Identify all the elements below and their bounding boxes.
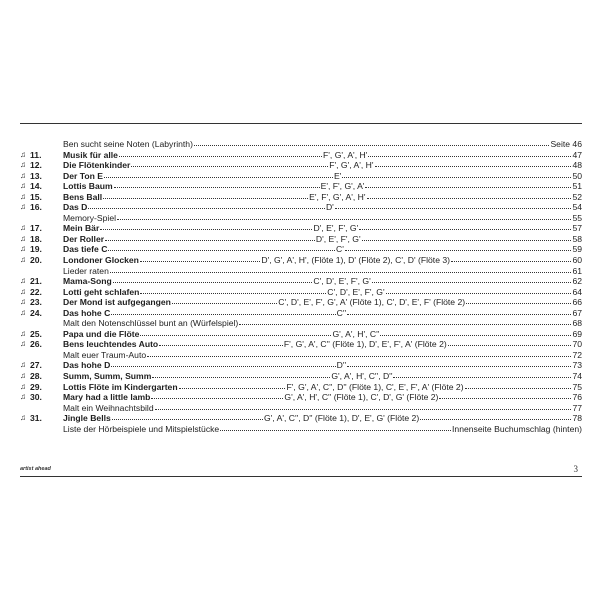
toc-entry (20, 139, 582, 150)
toc-entry-page: 51 (572, 181, 582, 192)
dot-leader (140, 292, 326, 294)
toc-entry-notes: F', G', A', C'' (Flöte 1), D', E', F', A' (Flöte 2) (283, 339, 447, 350)
toc-entry-line (63, 403, 582, 414)
dot-leader (114, 186, 320, 188)
music-note-icon: ♫ (20, 286, 26, 296)
toc-entry-line (63, 371, 582, 382)
toc-entry-title: Die Flötenkinder (63, 160, 131, 171)
toc-entry-title: Londoner Glocken (63, 255, 139, 266)
toc-entry-page: 48 (572, 160, 582, 171)
toc-entry-title: Memory-Spiel (63, 212, 117, 223)
toc-entry-line (63, 392, 582, 403)
toc-entry-number: 23. (30, 297, 42, 308)
toc-entry (20, 318, 582, 329)
toc-entry-notes: C' (336, 244, 344, 255)
toc-entry (20, 223, 582, 234)
toc-entry (20, 413, 582, 424)
toc-entry-notes: E' (334, 170, 342, 181)
toc-entry-page: 57 (572, 223, 582, 234)
toc-entry-notes: D' (325, 202, 334, 213)
music-note-icon: ♫ (20, 181, 26, 191)
toc-entry-number: 12. (30, 160, 42, 171)
dot-leader (362, 239, 572, 241)
toc-entry-notes: D', E', F', G' (315, 233, 361, 244)
toc-entry-title: Der Ton E (63, 170, 103, 181)
toc-entry-line (63, 350, 582, 361)
toc-entry-number: 16. (30, 202, 42, 213)
toc-entry-line (63, 213, 582, 224)
toc-entry-line (63, 171, 582, 182)
toc-entry-line (63, 160, 582, 171)
toc-entry-line (63, 150, 582, 161)
toc-entry-notes: G', A', H', C'' (Flöte 1), C', D', G' (Flöte 2) (284, 392, 439, 403)
toc-entry (20, 350, 582, 361)
toc-entry-line (63, 339, 582, 350)
page-number: 3 (573, 464, 578, 474)
toc-entry-notes: G', A', C'', D'' (Flöte 1), D', E', G' (Flöte 2) (264, 413, 420, 424)
toc-entry (20, 297, 582, 308)
toc-entry-line (63, 202, 582, 213)
toc-entry-number: 11. (30, 149, 42, 160)
publisher-logo: artist ahead (20, 466, 51, 472)
toc-entry-page: 73 (572, 360, 582, 371)
toc-entry-notes: E', F', G', A', H' (309, 191, 366, 202)
music-note-icon: ♫ (20, 307, 26, 317)
dot-leader (147, 355, 571, 357)
toc-entry-number: 15. (30, 191, 42, 202)
toc-entry-page: 68 (572, 318, 582, 329)
music-note-icon: ♫ (20, 371, 26, 381)
dot-leader (140, 260, 260, 262)
toc-entry-number: 29. (30, 381, 42, 392)
music-note-icon: ♫ (20, 160, 26, 170)
dot-leader (365, 186, 571, 188)
dot-leader (140, 334, 331, 336)
music-note-icon: ♫ (20, 170, 26, 180)
dot-leader (179, 387, 286, 389)
toc-entry (20, 255, 582, 266)
toc-entry-title: Lieder raten (63, 265, 109, 276)
toc-entry-line (63, 329, 582, 340)
toc-entry-line (63, 297, 582, 308)
music-note-icon: ♫ (20, 149, 26, 159)
dot-leader (239, 323, 571, 325)
toc-entry (20, 276, 582, 287)
toc-entry-line (63, 413, 582, 424)
toc-entry-line (63, 255, 582, 266)
toc-entry-page: 78 (572, 413, 582, 424)
toc-entry-number: 25. (30, 328, 42, 339)
toc-entry-page: 58 (572, 233, 582, 244)
dot-leader (194, 144, 550, 146)
dot-leader (111, 365, 335, 367)
dot-leader (112, 418, 263, 420)
toc-entry-line (63, 424, 582, 435)
toc-entry-page: 50 (572, 170, 583, 181)
toc-entry-page: 67 (572, 307, 582, 318)
dot-leader (448, 344, 572, 346)
dot-leader (465, 387, 572, 389)
toc-entry-page: 66 (572, 297, 583, 308)
toc-entry-number: 31. (30, 413, 42, 424)
dot-leader (152, 376, 330, 378)
toc-entry-page: 64 (572, 286, 583, 297)
toc-entry-title: Mary had a little lamb (63, 392, 151, 403)
toc-entry-line (63, 139, 582, 150)
toc-entry-notes: C'' (336, 307, 347, 318)
toc-entry-line (63, 181, 582, 192)
toc-entry (20, 150, 582, 161)
music-note-icon: ♫ (20, 233, 26, 243)
toc-entry (20, 392, 582, 403)
dot-leader (439, 397, 571, 399)
toc-entry-number: 14. (30, 181, 42, 192)
toc-entry-line (63, 234, 582, 245)
toc-entry-line (63, 308, 582, 319)
toc-entry-title: Lotti geht schlafen (63, 286, 140, 297)
toc-entry-page: 62 (572, 276, 582, 287)
dot-leader (368, 155, 571, 157)
dot-leader (110, 271, 572, 273)
toc-entry (20, 213, 582, 224)
dot-leader (386, 292, 572, 294)
toc-entry-number: 20. (30, 255, 42, 266)
toc-entry-title: Malt den Notenschlüssel bunt an (Würfelspiel) (63, 318, 239, 329)
music-note-icon: ♫ (20, 223, 26, 233)
dot-leader (375, 165, 572, 167)
dot-leader (100, 228, 312, 230)
toc-entry-number: 19. (30, 244, 42, 255)
dot-leader (119, 155, 322, 157)
music-note-icon: ♫ (20, 297, 26, 307)
music-note-icon: ♫ (20, 244, 26, 254)
toc-entry-page: 77 (572, 402, 582, 413)
toc-entry-title: Mein Bär (63, 223, 100, 234)
toc-entry-page: 59 (572, 244, 582, 255)
toc-entry-number: 30. (30, 392, 42, 403)
toc-entry-page: 60 (572, 255, 583, 266)
toc-entry-page: 54 (572, 202, 582, 213)
music-note-icon: ♫ (20, 276, 26, 286)
toc-entry (20, 403, 582, 414)
dot-leader (220, 429, 451, 431)
dot-leader (359, 228, 571, 230)
toc-entry-number: 18. (30, 233, 42, 244)
toc-entry-line (63, 192, 582, 203)
music-note-icon: ♫ (20, 339, 26, 349)
dot-leader (345, 249, 572, 251)
toc-entry-title: Liste der Hörbeispiele und Mitspielstücke (63, 423, 220, 434)
toc-entry-title: Das tiefe C (63, 244, 108, 255)
dot-leader (151, 397, 283, 399)
toc-entry-notes: G', A', H', C'' (332, 328, 380, 339)
top-rule (20, 123, 582, 124)
dot-leader (347, 313, 571, 315)
toc-entry-page: 55 (572, 212, 582, 223)
toc-entry-line (63, 360, 582, 371)
dot-leader (103, 197, 308, 199)
toc-entry-line (63, 287, 582, 298)
music-note-icon: ♫ (20, 202, 26, 212)
toc-entry-line (63, 276, 582, 287)
toc-entry-page: Innenseite Buchumschlag (hinten) (452, 423, 582, 434)
toc-entry-number: 17. (30, 223, 42, 234)
toc-entry (20, 371, 582, 382)
dot-leader (335, 207, 572, 209)
toc-entry-notes: D', G', A', H', (Flöte 1), D' (Flöte 2), C', D' (Flöte 3) (261, 255, 451, 266)
music-note-icon: ♫ (20, 360, 26, 370)
music-note-icon: ♫ (20, 392, 26, 402)
toc-entry-notes: F', G', A', H' (329, 160, 374, 171)
toc-entry-title: Malt ein Weihnachtsbild (63, 402, 154, 413)
toc-entry-title: Papa und die Flöte (63, 328, 140, 339)
music-note-icon: ♫ (20, 191, 26, 201)
dot-leader (117, 218, 571, 220)
toc-entry-notes: D'' (336, 360, 347, 371)
toc-entry-line (63, 318, 582, 329)
toc-entry-page: 70 (572, 339, 582, 350)
toc-entry (20, 192, 582, 203)
toc-entry-notes: G', A', H', C'', D'' (331, 371, 393, 382)
toc-entry-notes: F', G', A', C'', D'' (Flöte 1), C', E', F', A' (Flöte 2) (286, 381, 464, 392)
toc-entry (20, 329, 582, 340)
toc-entry-page: 75 (572, 381, 583, 392)
dot-leader (155, 408, 572, 410)
dot-leader (347, 365, 571, 367)
toc-entry-line (63, 223, 582, 234)
toc-entry-page: 47 (572, 149, 582, 160)
toc-entry (20, 160, 582, 171)
toc-entry-title: Der Roller (63, 233, 105, 244)
music-note-icon: ♫ (20, 381, 26, 391)
toc-entry-title: Bens leuchtendes Auto (63, 339, 159, 350)
dot-leader (420, 418, 571, 420)
toc-entry (20, 234, 582, 245)
dot-leader (113, 281, 313, 283)
dot-leader (342, 176, 571, 178)
toc-entry-title: Lottis Flöte im Kindergarten (63, 381, 178, 392)
toc-entry-page: 72 (572, 349, 582, 360)
toc-entry-title: Das D (63, 202, 88, 213)
dot-leader (372, 281, 572, 283)
toc-entry (20, 382, 582, 393)
toc-entry-title: Malt euer Traum-Auto (63, 349, 147, 360)
table-of-contents (20, 139, 582, 434)
dot-leader (105, 239, 315, 241)
toc-entry-number: 22. (30, 286, 42, 297)
toc-entry (20, 202, 582, 213)
dot-leader (367, 197, 572, 199)
toc-entry-line (63, 244, 582, 255)
dot-leader (159, 344, 283, 346)
toc-entry-title: Das hohe C (63, 307, 111, 318)
toc-entry-line (63, 382, 582, 393)
toc-entry (20, 244, 582, 255)
toc-entry-page: 69 (572, 328, 583, 339)
toc-entry (20, 287, 582, 298)
toc-entry-title: Bens Ball (63, 191, 103, 202)
dot-leader (380, 334, 571, 336)
toc-entry-notes: E', F', G', A' (320, 181, 365, 192)
toc-entry (20, 339, 582, 350)
toc-entry-number: 27. (30, 360, 42, 371)
toc-entry-number: 13. (30, 170, 42, 181)
toc-entry-page: 76 (572, 392, 582, 403)
dot-leader (104, 176, 333, 178)
toc-entry-number: 28. (30, 371, 42, 382)
toc-entry-line (63, 266, 582, 277)
toc-entry-title: Ben sucht seine Noten (Labyrinth) (63, 139, 193, 149)
dot-leader (88, 207, 325, 209)
toc-entry-page: 74 (572, 371, 582, 382)
toc-entry-page: Seite 46 (550, 139, 582, 149)
dot-leader (393, 376, 571, 378)
toc-entry-notes: C', D', E', F', G' (313, 276, 371, 287)
toc-entry-notes: C', D', E', F', G' (327, 286, 385, 297)
music-note-icon: ♫ (20, 328, 26, 338)
toc-entry (20, 266, 582, 277)
toc-entry-page: 61 (572, 265, 582, 276)
toc-entry-title: Lottis Baum (63, 181, 113, 192)
toc-entry (20, 171, 582, 182)
toc-entry-page: 52 (572, 191, 583, 202)
dot-leader (172, 302, 277, 304)
toc-entry-number: 24. (30, 307, 42, 318)
toc-entry-title: Mama-Song (63, 276, 112, 287)
toc-entry-title: Das hohe D (63, 360, 111, 371)
toc-entry (20, 308, 582, 319)
toc-entry-title: Summ, Summ, Summ (63, 371, 152, 382)
toc-entry-notes: F', G', A', H' (323, 149, 368, 160)
toc-entry (20, 424, 582, 435)
toc-entry-title: Der Mond ist aufgegangen (63, 297, 171, 308)
toc-entry-notes: D', E', F', G' (313, 223, 359, 234)
dot-leader (466, 302, 571, 304)
bottom-rule (20, 476, 582, 477)
toc-entry-title: Musik für alle (63, 149, 118, 160)
music-note-icon: ♫ (20, 255, 26, 265)
dot-leader (131, 165, 328, 167)
toc-entry-title: Jingle Bells (63, 413, 111, 424)
toc-entry-number: 26. (30, 339, 42, 350)
toc-entry (20, 360, 582, 371)
music-note-icon: ♫ (20, 413, 26, 423)
toc-entry-number: 21. (30, 276, 42, 287)
dot-leader (451, 260, 571, 262)
toc-entry (20, 181, 582, 192)
dot-leader (108, 249, 335, 251)
dot-leader (111, 313, 335, 315)
toc-entry-notes: C', D', E', F', G', A' (Flöte 1), C', D', E', F' (Flöte 2) (278, 297, 466, 308)
